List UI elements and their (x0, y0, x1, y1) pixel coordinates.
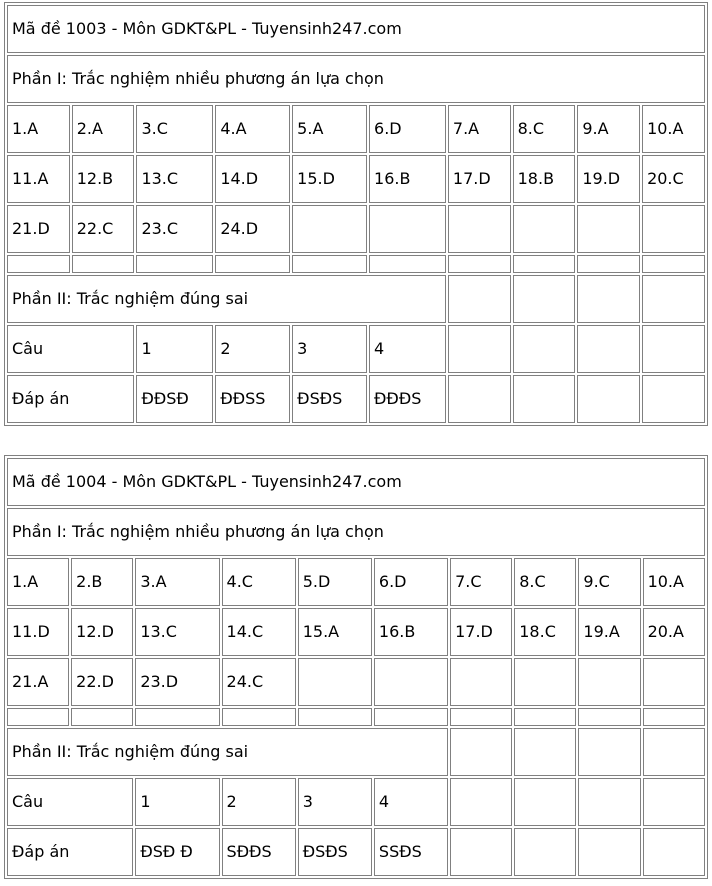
answer-cell (298, 658, 372, 706)
empty-cell (643, 828, 705, 876)
empty-cell (292, 255, 367, 273)
empty-cell (448, 325, 511, 373)
answer-cell: 16.B (369, 155, 446, 203)
answer-cell: 3.A (135, 558, 219, 606)
answer-cell: 1.A (7, 558, 69, 606)
empty-cell (135, 708, 219, 726)
answer-cell: 12.B (72, 155, 135, 203)
empty-cell (578, 828, 640, 876)
answer-cell: 7.A (448, 105, 511, 153)
answer-cell: 18.C (514, 608, 576, 656)
answer-cell: 20.C (642, 155, 705, 203)
empty-cell (642, 325, 705, 373)
empty-cell (577, 255, 640, 273)
table-row (7, 728, 705, 776)
answer-cell (642, 205, 705, 253)
empty-cell (222, 708, 296, 726)
answer-cell: 8.C (514, 558, 576, 606)
answer-cell: 8.C (513, 105, 576, 153)
answer-cell (513, 205, 576, 253)
empty-cell (577, 275, 640, 323)
answer-cell: 13.C (135, 608, 219, 656)
table-row (7, 325, 705, 373)
answer-cell (514, 658, 576, 706)
true-false-answer: SĐĐS (222, 828, 296, 876)
answer-cell: 3.C (136, 105, 213, 153)
empty-cell (7, 708, 69, 726)
answer-cell: 24.D (215, 205, 290, 253)
question-label: Câu (7, 778, 133, 826)
part1-title: Phần I: Trắc nghiệm nhiều phương án lựa chọn (7, 55, 705, 103)
answer-cell (450, 658, 512, 706)
question-number: 3 (298, 778, 372, 826)
question-number: 2 (215, 325, 290, 373)
empty-cell (374, 708, 448, 726)
answer-cell: 18.B (513, 155, 576, 203)
answer-cell: 11.D (7, 608, 69, 656)
answer-cell: 4.A (215, 105, 290, 153)
answer-cell (292, 205, 367, 253)
answer-cell: 6.D (369, 105, 446, 153)
answer-cell (369, 205, 446, 253)
answer-cell: 17.D (450, 608, 512, 656)
table-row (7, 205, 705, 253)
answer-cell: 9.C (578, 558, 640, 606)
part2-title: Phần II: Trắc nghiệm đúng sai (7, 728, 448, 776)
answer-cell: 14.D (215, 155, 290, 203)
empty-cell (578, 708, 640, 726)
true-false-answer: ĐSĐS (298, 828, 372, 876)
answer-key-table-1003 (4, 2, 708, 426)
answer-label: Đáp án (7, 828, 133, 876)
answer-cell: 11.A (7, 155, 70, 203)
empty-cell (643, 728, 705, 776)
answer-cell: 16.B (374, 608, 448, 656)
answer-cell: 21.A (7, 658, 69, 706)
empty-cell (513, 275, 576, 323)
answer-label: Đáp án (7, 375, 134, 423)
empty-cell (513, 325, 576, 373)
table-row (7, 828, 705, 876)
empty-cell (450, 708, 512, 726)
empty-cell (514, 728, 576, 776)
empty-cell (448, 275, 511, 323)
true-false-answer: ĐĐĐS (369, 375, 446, 423)
empty-cell (513, 255, 576, 273)
empty-cell (577, 375, 640, 423)
empty-cell (577, 325, 640, 373)
answer-cell: 5.A (292, 105, 367, 153)
table-row (7, 608, 705, 656)
true-false-answer: ĐSĐS (292, 375, 367, 423)
table-row (7, 658, 705, 706)
spacer-row (7, 255, 705, 273)
true-false-answer: ĐĐSS (215, 375, 290, 423)
question-label: Câu (7, 325, 134, 373)
question-number: 2 (222, 778, 296, 826)
spacer-row (7, 708, 705, 726)
answer-cell: 23.C (136, 205, 213, 253)
exam-title: Mã đề 1004 - Môn GDKT&PL - Tuyensinh247.com (7, 458, 705, 506)
true-false-answer: ĐSĐ Đ (135, 828, 219, 876)
answer-cell: 19.D (577, 155, 640, 203)
answer-cell: 6.D (374, 558, 448, 606)
empty-cell (514, 828, 576, 876)
question-number: 4 (369, 325, 446, 373)
answer-key-table-1004 (4, 455, 708, 879)
table-row (7, 778, 705, 826)
empty-cell (642, 255, 705, 273)
empty-cell (215, 255, 290, 273)
empty-cell (450, 828, 512, 876)
empty-cell (578, 728, 640, 776)
empty-cell (448, 255, 511, 273)
question-number: 4 (374, 778, 448, 826)
answer-cell: 4.C (222, 558, 296, 606)
empty-cell (514, 708, 576, 726)
answer-cell (448, 205, 511, 253)
answer-cell: 17.D (448, 155, 511, 203)
answer-cell: 23.D (135, 658, 219, 706)
answer-cell: 24.C (222, 658, 296, 706)
true-false-answer: ĐĐSĐ (136, 375, 213, 423)
empty-cell (643, 778, 705, 826)
answer-cell: 22.D (71, 658, 133, 706)
answer-cell: 10.A (643, 558, 705, 606)
answer-cell: 2.A (72, 105, 135, 153)
table-row (7, 558, 705, 606)
answer-cell: 19.A (578, 608, 640, 656)
question-number: 1 (136, 325, 213, 373)
empty-cell (7, 255, 70, 273)
answer-cell (578, 658, 640, 706)
answer-cell: 12.D (71, 608, 133, 656)
answer-cell (643, 658, 705, 706)
answer-cell: 20.A (643, 608, 705, 656)
empty-cell (298, 708, 372, 726)
answer-cell: 15.D (292, 155, 367, 203)
empty-cell (369, 255, 446, 273)
answer-cell: 9.A (577, 105, 640, 153)
table-row (7, 105, 705, 153)
empty-cell (642, 275, 705, 323)
answer-cell: 13.C (136, 155, 213, 203)
empty-cell (450, 778, 512, 826)
empty-cell (450, 728, 512, 776)
empty-cell (72, 255, 135, 273)
question-number: 3 (292, 325, 367, 373)
table-row (7, 375, 705, 423)
answer-cell (577, 205, 640, 253)
answer-cell: 5.D (298, 558, 372, 606)
answer-cell (374, 658, 448, 706)
part2-title: Phần II: Trắc nghiệm đúng sai (7, 275, 446, 323)
empty-cell (71, 708, 133, 726)
answer-cell: 22.C (72, 205, 135, 253)
answer-cell: 10.A (642, 105, 705, 153)
table-row (7, 155, 705, 203)
true-false-answer: SSĐS (374, 828, 448, 876)
empty-cell (643, 708, 705, 726)
answer-cell: 21.D (7, 205, 70, 253)
part1-title: Phần I: Trắc nghiệm nhiều phương án lựa chọn (7, 508, 705, 556)
exam-title: Mã đề 1003 - Môn GDKT&PL - Tuyensinh247.com (7, 5, 705, 53)
empty-cell (136, 255, 213, 273)
empty-cell (513, 375, 576, 423)
answer-cell: 2.B (71, 558, 133, 606)
answer-cell: 1.A (7, 105, 70, 153)
answer-cell: 7.C (450, 558, 512, 606)
answer-cell: 14.C (222, 608, 296, 656)
empty-cell (448, 375, 511, 423)
empty-cell (578, 778, 640, 826)
answer-cell: 15.A (298, 608, 372, 656)
empty-cell (514, 778, 576, 826)
table-row (7, 275, 705, 323)
question-number: 1 (135, 778, 219, 826)
empty-cell (642, 375, 705, 423)
